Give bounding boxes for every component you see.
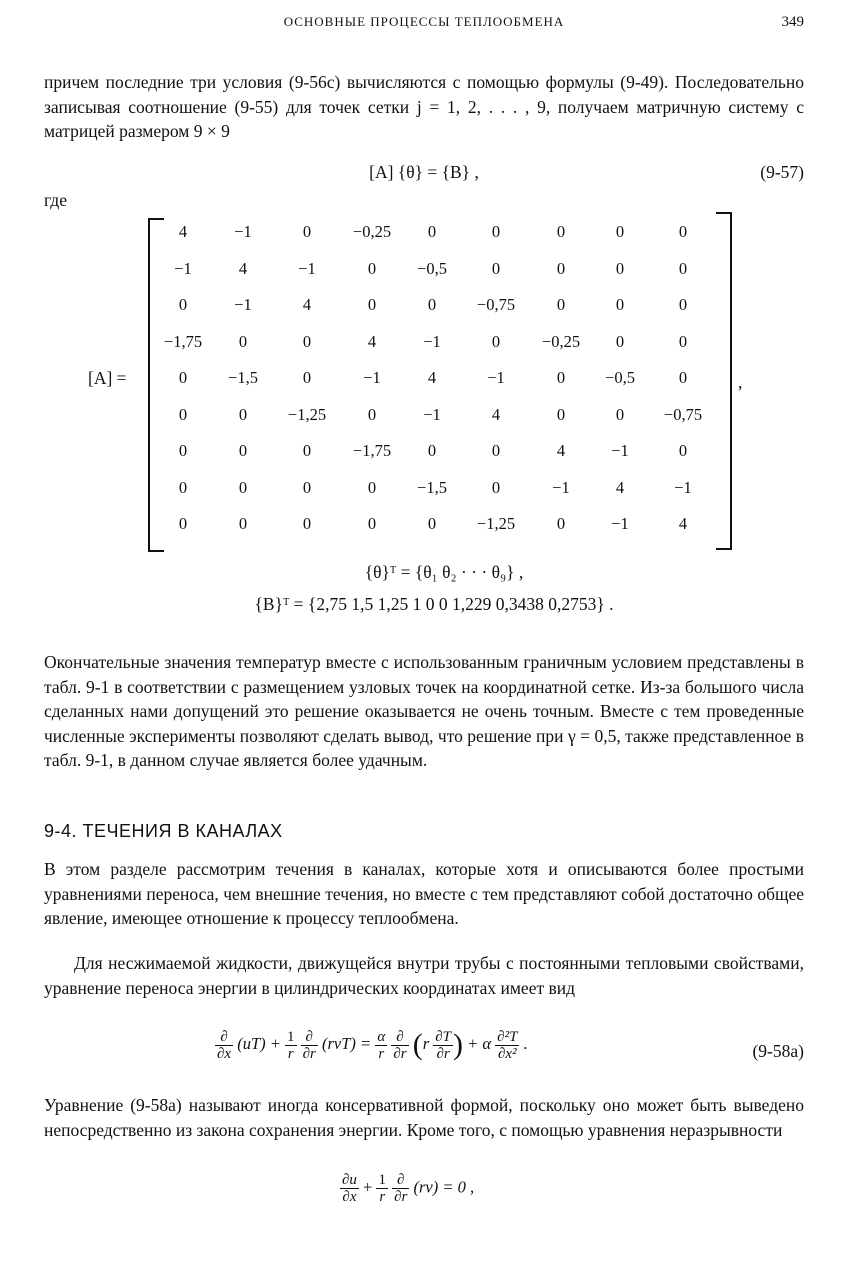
matrix-cell: 0: [238, 331, 248, 351]
page-number: 349: [781, 14, 804, 30]
frac-den: ∂x: [342, 1189, 357, 1205]
frac-den: ∂r: [394, 1189, 408, 1205]
matrix-cell: 0: [491, 258, 501, 278]
matrix-cell: 0: [427, 441, 437, 460]
paren-r: r: [422, 1033, 430, 1053]
frac-alpha-r: [375, 1029, 387, 1062]
page-header: [44, 14, 804, 38]
section-text-1: В этом разделе рассмотрим течения в каналах, которые хотя и описываются более простыми уравнениями переноса, чем внешние течения, но вместе с тем представляют собой достаточно общее явление, имеющее отношение к процессу теплообмена.: [44, 859, 804, 928]
matrix-cell: −0,25: [352, 222, 392, 241]
conservative-text: Уравнение (9-58a) называют иногда консервативной формой, поскольку оно может быть выведено непосредственно из закона сохранения энергии. Кроме того, с помощью уравнения неразрывности: [44, 1095, 804, 1140]
matrix-cell: −1: [423, 331, 441, 351]
matrix-cell: 4: [491, 404, 501, 424]
matrix-cell: 0: [302, 441, 312, 460]
running-title: ОСНОВНЫЕ ПРОЦЕССЫ ТЕПЛООБМЕНА: [283, 14, 565, 29]
frac-dT-dr: [433, 1029, 453, 1062]
matrix-cell: 4: [367, 331, 377, 351]
theta-vector-text: {θ}ᵀ = {θ₁ θ₂ · · · θ₉} ,: [364, 562, 524, 582]
matrix-trailing-comma: ,: [738, 372, 743, 392]
frac-num: α: [377, 1028, 386, 1045]
matrix-cell: 0: [302, 368, 312, 387]
matrix-cell: 0: [238, 477, 248, 497]
matrix-cell: 0: [367, 477, 377, 497]
matrix-cell: 0: [178, 441, 188, 460]
matrix-cell: 4: [678, 514, 688, 533]
matrix-cell: 0: [427, 222, 437, 241]
matrix-cell: 0: [302, 477, 312, 497]
frac-num: ∂: [301, 1029, 318, 1046]
matrix-label: [A] =: [88, 368, 127, 388]
matrix-cell: 0: [238, 514, 248, 533]
frac-den: r: [378, 1045, 385, 1062]
frac-num: ∂²T: [497, 1028, 518, 1045]
matrix-cell: 0: [615, 295, 625, 314]
frac-den: r: [287, 1045, 294, 1062]
intro-paragraph: [44, 70, 804, 144]
matrix-cell: −1: [487, 368, 505, 387]
matrix-cell: −0,25: [541, 331, 581, 351]
matrix-cell: 0: [367, 514, 377, 533]
matrix-cell: −1: [174, 258, 192, 278]
matrix-cell: 4: [556, 441, 566, 460]
matrix-cell: −1: [363, 368, 381, 387]
matrix-cell: −1: [234, 295, 252, 314]
matrix-cell: 0: [367, 295, 377, 314]
frac-num: ∂: [215, 1029, 233, 1046]
matrix-cell: 0: [556, 258, 566, 278]
matrix-cell: −0,5: [417, 258, 447, 278]
equation-number: (9-58a): [752, 1041, 804, 1061]
matrix-cell: 4: [427, 368, 437, 387]
matrix-cell: 4: [178, 222, 188, 241]
matrix-cell: 0: [367, 258, 377, 278]
term-rv: (rv) = 0 ,: [413, 1177, 475, 1197]
matrix-cell: 0: [491, 331, 501, 351]
equation-body: [A] {θ} = {B} ,: [369, 162, 479, 182]
matrix-cell: −1: [552, 477, 570, 497]
matrix-cell: 0: [302, 331, 312, 351]
intro-text: причем последние три условия (9-56c) вычисляются с помощью формулы (9-49). Последовательно записывая соотношение (9-55) для точек сетки j = 1, 2, . . . , 9, получаем матричную систему с матрицей размером 9 × 9: [44, 72, 804, 141]
matrix-cell: 0: [678, 331, 688, 351]
matrix-cell: 0: [302, 222, 312, 241]
matrix-cell: 0: [678, 368, 688, 387]
continuity-equation: [340, 1172, 474, 1205]
matrix-cell: 4: [302, 295, 312, 314]
matrix-cell: 0: [615, 404, 625, 424]
matrix-cell: −0,75: [663, 404, 703, 424]
frac-num: ∂u: [342, 1172, 357, 1188]
matrix-row: [150, 478, 730, 515]
matrix-cell: −1: [611, 441, 629, 460]
matrix-cell: 4: [615, 477, 625, 497]
matrix-cell: 0: [427, 295, 437, 314]
conservative-paragraph: [44, 1093, 804, 1142]
matrix-cell: 0: [556, 368, 566, 387]
matrix-cell: 0: [678, 441, 688, 460]
matrix-cell: −1,5: [228, 368, 258, 387]
matrix-cell: 0: [678, 258, 688, 278]
matrix-cell: 0: [491, 441, 501, 460]
matrix-cell: −1: [674, 477, 692, 497]
matrix-cell: 0: [178, 514, 188, 533]
matrix-cell: 0: [556, 295, 566, 314]
equation-9-58a: [215, 1028, 528, 1062]
matrix-a: [150, 222, 730, 551]
plus-alpha: + α: [467, 1033, 492, 1053]
b-vector-text: {B}ᵀ = {2,75 1,5 1,25 1 0 0 1,229 0,3438 0,2753} .: [254, 594, 614, 614]
matrix-cell: 0: [367, 404, 377, 424]
frac-num: 1: [287, 1028, 295, 1045]
equation-number: (9-57): [760, 162, 804, 182]
equation-end: .: [523, 1033, 528, 1053]
frac-den: ∂x: [217, 1045, 232, 1062]
matrix-cell: 0: [491, 477, 501, 497]
matrix-cell: 0: [178, 477, 188, 497]
section-paragraph-1: [44, 857, 804, 931]
term-uT: (uT) +: [237, 1033, 281, 1053]
matrix-cell: 0: [556, 222, 566, 241]
matrix-cell: −1: [611, 514, 629, 533]
matrix-cell: 4: [238, 258, 248, 278]
frac-den: ∂r: [393, 1045, 407, 1062]
matrix-row: [150, 441, 730, 478]
frac-1-r: [285, 1029, 297, 1062]
frac-d-dr: [301, 1029, 318, 1062]
matrix-cell: 0: [427, 514, 437, 533]
matrix-cell: 0: [178, 295, 188, 314]
matrix-cell: −1,75: [163, 331, 203, 351]
matrix-row: [150, 514, 730, 551]
frac-du-dx: [340, 1172, 359, 1205]
matrix-cell: 0: [238, 441, 248, 460]
frac-num: ∂: [391, 1029, 408, 1046]
matrix-cell: −1: [298, 258, 316, 278]
matrix-cell: −1: [423, 404, 441, 424]
paren-open: (: [412, 1028, 423, 1061]
frac-d-dx: [215, 1029, 233, 1062]
matrix-cell: 0: [556, 404, 566, 424]
matrix-row: [150, 368, 730, 405]
frac-num: 1: [378, 1172, 386, 1188]
matrix-cell: 0: [678, 222, 688, 241]
matrix-row: [150, 295, 730, 332]
frac-den: r: [379, 1189, 386, 1205]
matrix-cell: 0: [178, 368, 188, 387]
matrix-row: [150, 222, 730, 259]
matrix-cell: −1,25: [287, 404, 327, 424]
term-rvT: (rvT) =: [322, 1033, 372, 1053]
frac-1-r: [376, 1172, 388, 1205]
frac-den: ∂r: [302, 1045, 316, 1062]
matrix-cell: −1,5: [417, 477, 447, 497]
matrix-cell: −0,5: [605, 368, 635, 387]
matrix-cell: −1,75: [352, 441, 392, 460]
plus-sign: +: [363, 1177, 373, 1197]
matrix-cell: 0: [615, 222, 625, 241]
matrix-cell: 0: [678, 295, 688, 314]
matrix-cell: 0: [556, 514, 566, 533]
results-text: Окончательные значения температур вместе с использованным граничным условием представлены в табл. 9-1 в соответствии с размещением узловых точек на координатной сетке. Из-за большого числа сделанных нами допущений это решение оказывается не очень точным. Вместе с тем проведенные численные эксперименты позволяют сделать вывод, что решение при γ = 0,5, также представленное в табл. 9-1, в данном случае является более удачным.: [44, 652, 804, 770]
matrix-cell: 0: [178, 404, 188, 424]
where-label: где: [44, 190, 67, 210]
matrix-cell: −1: [234, 222, 252, 241]
frac-num: ∂T: [435, 1028, 451, 1045]
matrix-row: [150, 332, 730, 369]
section-text-2: Для несжимаемой жидкости, движущейся внутри трубы с постоянными тепловыми свойствами, уравнение переноса энергии в цилиндрических координатах имеет вид: [44, 953, 804, 998]
frac-d-dr: [392, 1172, 409, 1205]
section-heading: 9-4. ТЕЧЕНИЯ В КАНАЛАХ: [44, 821, 283, 841]
frac-d2T-dx2: [495, 1029, 519, 1062]
matrix-cell: 0: [491, 222, 501, 241]
matrix-cell: 0: [238, 404, 248, 424]
matrix-cell: 0: [615, 258, 625, 278]
frac-den: ∂r: [436, 1045, 450, 1062]
frac-den: ∂x²: [498, 1045, 517, 1062]
matrix-cell: −0,75: [476, 295, 516, 314]
section-paragraph-2: [44, 951, 804, 1000]
matrix-cell: −1,25: [476, 514, 516, 533]
frac-d-dr-2: [391, 1029, 408, 1062]
matrix-row: [150, 405, 730, 442]
paren-close: ): [453, 1028, 463, 1061]
matrix-row: [150, 259, 730, 296]
matrix-cell: 0: [302, 514, 312, 533]
matrix-cell: 0: [615, 331, 625, 351]
results-paragraph: [44, 650, 804, 773]
frac-num: ∂: [392, 1172, 409, 1189]
